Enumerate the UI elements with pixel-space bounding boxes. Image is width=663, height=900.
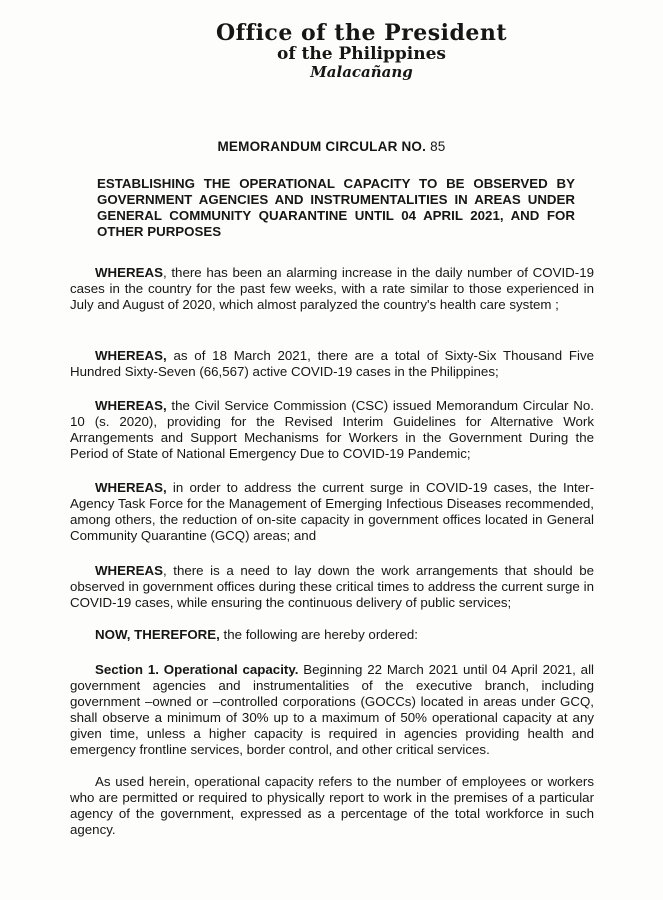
paragraph-lead: WHEREAS: [95, 563, 163, 578]
paragraph-whereas-5: [70, 563, 594, 611]
paragraph-text: Beginning 22 March 2021 until 04 April 2021, all government agencies and instrumentalities of the executive branch, including government –owned or –controlled corporations (GOCCs) located in areas under GCQ, shall observe a minimum of 30% up to a maximum of 50% operational capacity at any given time, unless a higher capacity is required in agencies providing health and emergency frontline services, border control, and other critical services.: [70, 662, 594, 757]
paragraph-text: the Civil Service Commission (CSC) issued Memorandum Circular No. 10 (s. 2020), providing for the Revised Interim Guidelines for Alternative Work Arrangements and Support Mechanisms for Workers in the Government During the Period of State of National Emergency Due to COVID-19 Pandemic;: [70, 398, 594, 461]
paragraph-text: , there has been an alarming increase in the daily number of COVID-19 cases in the country for the past few weeks, with a rate similar to those experienced in July and August of 2020, which almost paralyzed the country's health care system ;: [70, 265, 594, 312]
memo-number-heading: [0, 139, 663, 154]
paragraph-lead: WHEREAS,: [95, 480, 167, 495]
paragraph-lead: WHEREAS,: [95, 348, 167, 363]
paragraph-text: the following are hereby ordered:: [219, 627, 418, 642]
paragraph-lead: WHEREAS,: [95, 398, 167, 413]
letterhead-country: of the Philippines: [276, 44, 446, 64]
paragraph-definition: [70, 774, 594, 838]
letterhead-place: Malacañang: [310, 63, 413, 81]
letterhead: [0, 22, 663, 80]
paragraph-whereas-4: [70, 480, 594, 544]
memo-label: MEMORANDUM CIRCULAR NO.: [217, 139, 427, 154]
memo-number: 85: [430, 139, 446, 154]
paragraph-lead: WHEREAS: [95, 265, 163, 280]
paragraph-whereas-3: [70, 398, 594, 462]
paragraph-whereas-2: [70, 348, 594, 380]
paragraph-whereas-1: [70, 265, 594, 313]
paragraph-text: as of 18 March 2021, there are a total of Sixty-Six Thousand Five Hundred Sixty-Seven (66,567) active COVID-19 cases in the Philippines;: [70, 348, 594, 379]
paragraph-now-therefore: [70, 627, 594, 643]
document-title: ESTABLISHING THE OPERATIONAL CAPACITY TO BE OBSERVED BY GOVERNMENT AGENCIES AND INSTRUMENTALITIES IN AREAS UNDER GENERAL COMMUNITY QUARANTINE UNTIL 04 APRIL 2021, AND FOR OTHER PURPOSES: [97, 176, 575, 239]
paragraph-lead: NOW, THEREFORE,: [95, 627, 220, 642]
paragraph-text: As used herein, operational capacity refers to the number of employees or workers who are permitted or required to physically report to work in the premises of a particular agency of the government, expressed as a percentage of the total workforce in such agency.: [70, 774, 594, 837]
letterhead-office: Office of the President: [215, 20, 508, 46]
paragraph-text: , there is a need to lay down the work arrangements that should be observed in government offices during these critical times to address the current surge in COVID-19 cases, while ensuring the continuous delivery of public services;: [70, 563, 594, 610]
section-heading: Section 1. Operational capacity.: [95, 662, 299, 677]
paragraph-text: in order to address the current surge in COVID-19 cases, the Inter-Agency Task Force for the Management of Emerging Infectious Diseases recommended, among others, the reduction of on-site capacity in government offices located in General Community Quarantine (GCQ) areas; and: [70, 480, 594, 543]
paragraph-section-1: [70, 662, 594, 758]
